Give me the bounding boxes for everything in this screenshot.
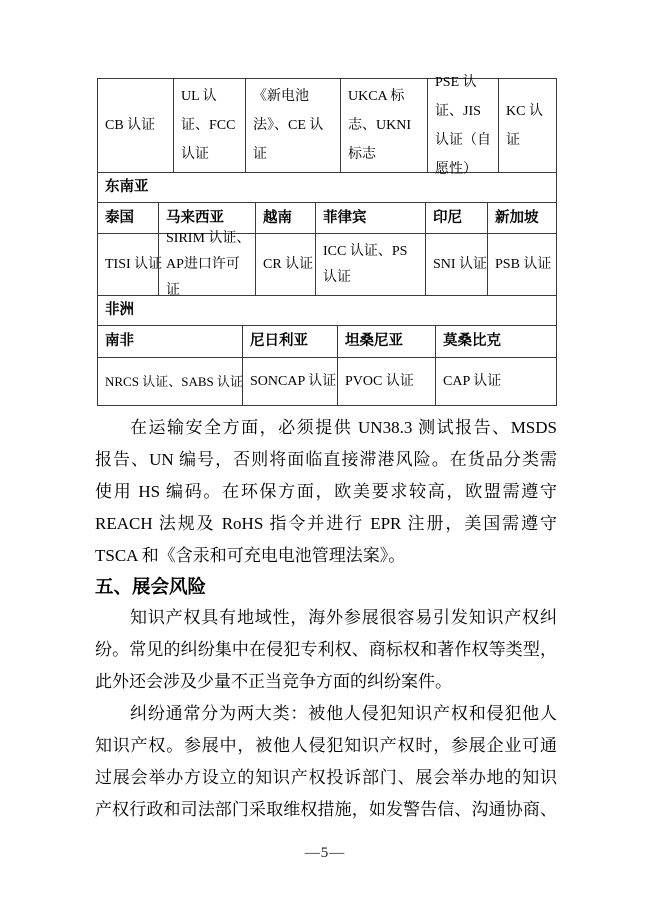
text-line: TSCA 和《含汞和可充电电池管理法案》。 [95, 546, 406, 565]
table-cell: CB 认证 [98, 79, 174, 173]
table-cell: KC 认证 [499, 79, 557, 173]
table-row-region-southeast-asia [98, 173, 557, 203]
table-cell: SNI 认证 [426, 234, 488, 296]
table-cell: TISI 认证 [98, 234, 159, 296]
table-row-region-africa [98, 296, 557, 326]
paragraph-transport-safety [95, 412, 557, 572]
country-cell: 印尼 [426, 203, 488, 234]
text-line: 知识产权具有地域性，海外参展很容易引发知识产权纠 [130, 608, 557, 627]
certification-table [97, 74, 557, 406]
paragraph-ip-territoriality [95, 602, 557, 698]
table-cell: SIRIM 认证、AP进口许可证 [159, 234, 256, 296]
page-number: —5— [304, 845, 346, 861]
country-cell: 莫桑比克 [436, 326, 557, 358]
region-header-cell: 非洲 [98, 296, 557, 326]
country-cell: 越南 [256, 203, 316, 234]
country-cell: 南非 [98, 326, 243, 358]
table-cell: CAP 认证 [436, 358, 557, 406]
text-line: 此外还会涉及少量不正当竞争方面的纠纷案件。 [95, 672, 452, 691]
country-cell: 马来西亚 [159, 203, 256, 234]
section-heading-exhibition-risk: 五、展会风险 [95, 576, 207, 597]
text-line: REACH 法规及 RoHS 指令并进行 EPR 注册，美国需遵守 [95, 514, 557, 533]
table-cell: PSB 认证 [488, 234, 557, 296]
table-cell: PVOC 认证 [338, 358, 436, 406]
table-row-sea-certs [98, 230, 557, 298]
country-cell: 尼日利亚 [243, 326, 338, 358]
text-line: 纷。常见的纠纷集中在侵犯专利权、商标权和著作权等类型， [95, 640, 557, 659]
country-cell: 菲律宾 [316, 203, 426, 234]
table-cell: PSE 认证、JIS 认证（自愿性） [428, 79, 499, 173]
table-cell: ICC 认证、PS 认证 [316, 234, 426, 296]
text-line: 知识产权。参展中，被他人侵犯知识产权时，参展企业可通 [95, 736, 557, 755]
table-row-africa-countries [98, 326, 557, 358]
table-cell: NRCS 认证、SABS 认证 [98, 358, 243, 406]
country-cell: 新加坡 [488, 203, 557, 234]
text-line: 报告、UN 编号，否则将面临直接滞港风险。在货品分类需 [95, 450, 557, 469]
text-line: 纠纷通常分为两大类：被他人侵犯知识产权和侵犯他人 [130, 704, 557, 723]
table-cell: 《新电池法》、CE 认证 [246, 79, 341, 173]
table-cell: CR 认证 [256, 234, 316, 296]
region-header-cell: 东南亚 [98, 173, 557, 203]
text-line: 产权行政和司法部门采取维权措施，如发警告信、沟通协商、 [95, 800, 557, 819]
table-row-africa-certs [98, 358, 557, 406]
country-cell: 泰国 [98, 203, 159, 234]
table-cell: UL 认证、FCC 认证 [174, 79, 246, 173]
country-cell: 坦桑尼亚 [338, 326, 436, 358]
paragraph-dispute-types [95, 698, 557, 826]
text-line: 在运输安全方面，必须提供 UN38.3 测试报告、MSDS [130, 418, 557, 437]
table-cell: UKCA 标志、UKNI 标志 [341, 79, 428, 173]
table-row-international-certs [98, 74, 557, 177]
table-cell: SONCAP 认证 [243, 358, 338, 406]
text-line: 使用 HS 编码。在环保方面，欧美要求较高，欧盟需遵守 [95, 482, 557, 501]
text-line: 过展会举办方设立的知识产权投诉部门、展会举办地的知识 [95, 768, 557, 787]
body-text [95, 412, 557, 826]
